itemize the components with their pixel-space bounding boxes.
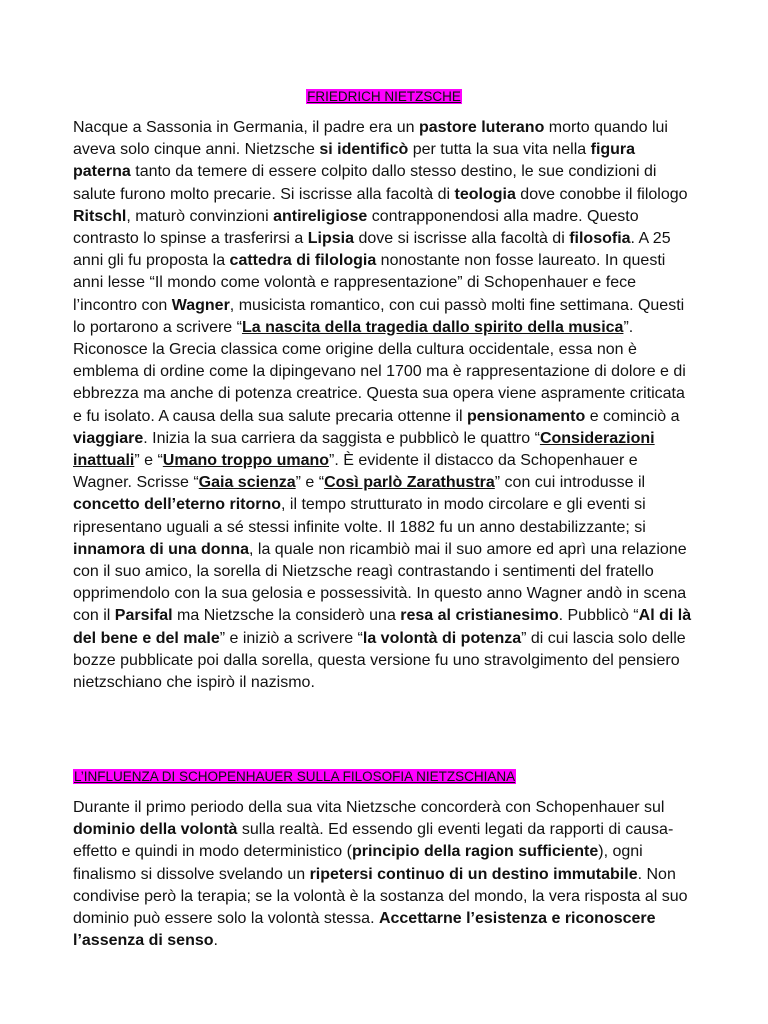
text-run: ” con cui introdusse il bbox=[494, 474, 646, 492]
bold-text-run: Così parlò Zarathustra bbox=[324, 474, 495, 492]
bold-text-run: ripetersi continuo di un destino immutabile bbox=[309, 865, 638, 883]
bold-text-run: Umano troppo umano bbox=[162, 452, 330, 470]
bold-text-run: la volontà di potenza bbox=[362, 629, 522, 647]
bold-text-run: dominio della volontà bbox=[73, 821, 238, 839]
bold-text-run: viaggiare bbox=[73, 429, 144, 447]
section-title bbox=[73, 768, 516, 786]
bold-text-run: Gaia scienza bbox=[198, 474, 296, 492]
text-run: contrapponendosi alla madre. Questo contrasto lo spinse a trasferirsi a bbox=[73, 207, 639, 248]
bold-text-run: filosofia bbox=[569, 230, 631, 248]
bold-text-run: La nascita della tragedia dallo spirito della musica bbox=[241, 318, 624, 336]
text-run: ), ogni finalismo si dissolve svelando un bbox=[73, 843, 643, 883]
text-run: ”. Riconosce la Grecia classica come origine della cultura occidentale, essa non è emblema di ordine come la dipingevano nel 1700 ma è rappresentazione di dolore e di ebbrezza ma anche di potenza creatrice. Questa sua opera viene aspramente criticata e fu isolato. A causa della sua salute precaria ottenne il bbox=[73, 318, 686, 425]
bold-text-run: resa al cristianesimo bbox=[400, 607, 559, 625]
bold-text-run: pensionamento bbox=[467, 407, 586, 425]
bold-text-run: pastore luterano bbox=[418, 119, 545, 136]
bold-text-run: principio della ragion sufficiente bbox=[351, 843, 599, 861]
text-run: ” e iniziò a scrivere “ bbox=[219, 629, 363, 647]
text-run: ”. È evidente il distacco da Schopenhauer e Wagner. Scrisse “ bbox=[73, 452, 638, 492]
bold-text-run: Al di là del bene e del male bbox=[73, 607, 692, 647]
bold-text-run: figura paterna bbox=[73, 141, 636, 181]
bold-text-run: Accettarne l’esistenza e riconoscere l’assenza di senso bbox=[73, 910, 656, 950]
bold-text-run: teologia bbox=[454, 185, 516, 203]
bold-text-run: Considerazioni inattuali bbox=[73, 429, 655, 470]
text-run: dove conobbe il filologo bbox=[515, 185, 688, 203]
text-run: . Non condivise però la terapia; se la volontà è la sostanza del mondo, la vera risposta al suo dominio può essere solo la volontà stessa. bbox=[73, 865, 688, 928]
text-run: tanto da temere di essere colpito dallo stesso destino, le sue condizioni di salute furono molto precarie. Si iscrisse alla facoltà di bbox=[73, 163, 657, 203]
text-run: sulla realtà. Ed essendo gli eventi legati da rapporti di causa-effetto e quindi in modo deterministico ( bbox=[73, 821, 674, 861]
text-run: , la quale non ricambiò mai il suo amore ed aprì una relazione con il suo amico, la sorella di Nietzsche reagì contrastando i sentimenti del fratello opprimendolo con la sua gelosia e possessività. In questo anno Wagner andò in scena con il bbox=[73, 540, 687, 625]
bold-text-run: si identificò bbox=[319, 141, 409, 159]
bold-text-run: Parsifal bbox=[114, 607, 173, 625]
text-run: . Inizia la sua carriera da saggista e pubblicò le quattro “ bbox=[143, 429, 540, 447]
text-run: nonostante non fosse laureato. In questi anni lesse “Il mondo come volontà e rappresentazione” di Schopenhauer e fece l’incontro con bbox=[73, 252, 666, 314]
text-run: ” di cui lascia solo delle bozze pubblicate poi dalla sorella, questa versione fu uno stravolgimento del pensiero nietzschiano che ispirò il nazismo. bbox=[73, 629, 686, 692]
bold-text-run: Lipsia bbox=[307, 230, 354, 248]
text-run: e cominciò a bbox=[585, 407, 680, 425]
text-run: ” e “ bbox=[295, 474, 325, 492]
document-title bbox=[0, 88, 768, 106]
text-run: dove si iscrisse alla facoltà di bbox=[354, 230, 570, 248]
bold-text-run: innamora di una donna bbox=[73, 540, 250, 558]
text-run: . Pubblicò “ bbox=[558, 607, 639, 625]
text-run: ma Nietzsche la considerò una bbox=[172, 607, 401, 625]
text-run: per tutta la sua vita nella bbox=[408, 141, 591, 159]
bold-text-run: Wagner bbox=[171, 296, 230, 314]
bold-text-run: Ritschl bbox=[73, 207, 127, 225]
bold-text-run: antireligiose bbox=[273, 207, 368, 225]
text-run: ” e “ bbox=[134, 452, 163, 470]
text-run: . A 25 anni gli fu proposta la bbox=[73, 230, 671, 270]
biography-paragraph bbox=[73, 117, 695, 694]
schopenhauer-paragraph bbox=[73, 797, 695, 952]
text-run: , musicista romantico, con cui passò molti fine settimana. Questi lo portarono a scrivere “ bbox=[73, 296, 685, 336]
bold-text-run: cattedra di filologia bbox=[229, 252, 377, 270]
text-run: Durante il primo periodo della sua vita Nietzsche concorderà con Schopenhauer sul bbox=[73, 799, 665, 816]
text-run: , maturò convinzioni bbox=[126, 207, 274, 225]
text-run: morto quando lui aveva solo cinque anni. Nietzsche bbox=[73, 119, 668, 159]
text-run: Nacque a Sassonia in Germania, il padre era un bbox=[73, 119, 419, 136]
bold-text-run: concetto dell’eterno ritorno bbox=[73, 496, 282, 514]
section-title-highlight: L’INFLUENZA DI SCHOPENHAUER SULLA FILOSOFIA NIETZSCHIANA bbox=[74, 769, 516, 784]
text-run: . bbox=[213, 932, 218, 950]
title-highlight: FRIEDRICH NIETZSCHE bbox=[307, 89, 461, 104]
text-run: , il tempo strutturato in modo circolare e gli eventi si ripresentano uguali a sé stessi infinite volte. Il 1882 fu un anno destabilizzante; si bbox=[73, 496, 646, 536]
